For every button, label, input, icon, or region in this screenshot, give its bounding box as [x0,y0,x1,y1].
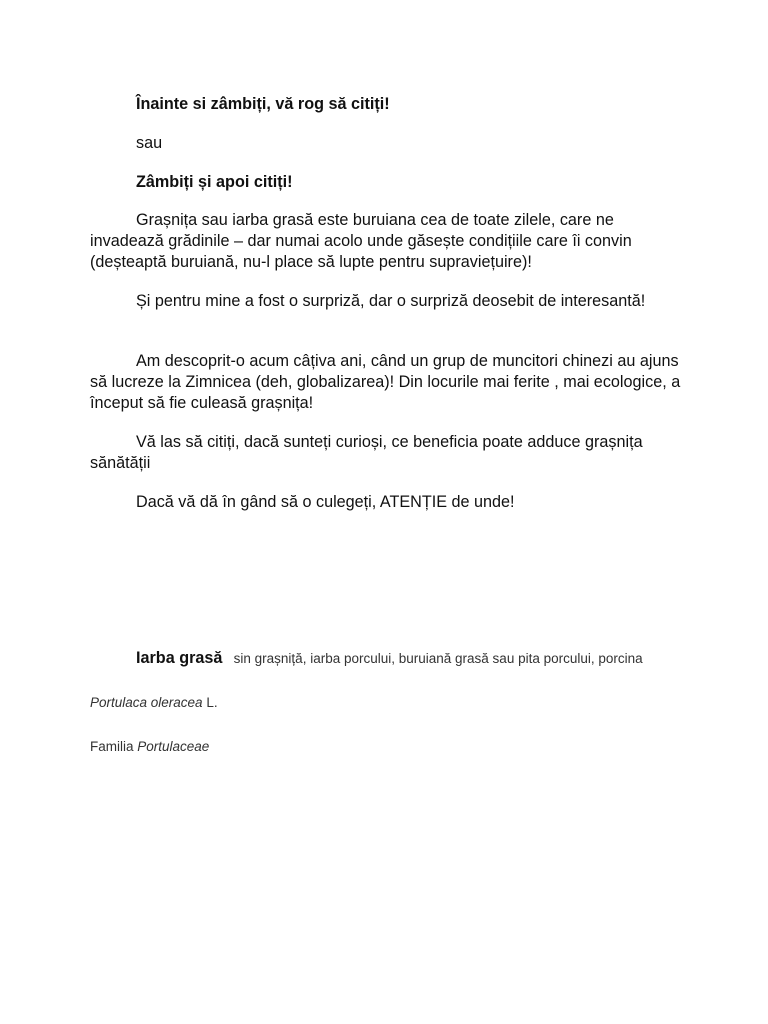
plant-entry [90,648,650,669]
heading-smile-then-read: Zâmbiți și apoi citiți! [136,173,293,191]
paragraph-benefits: Vă las să citiți, dacă sunteți curioși, ce beneficia poate adduce grașnița sănătății [90,433,643,472]
paragraph-intro: Grașnița sau iarba grasă este buruiana cea de toate zilele, care ne invadează grădinile – dar numai acolo unde găsește condițiile care îi convin (deșteaptă buruiană, nu-l place să lupte pentru supraviețuire)! [90,211,632,271]
family-label: Familia [90,739,138,754]
family-line [90,737,690,757]
paragraph-surprise: Și pentru mine a fost o surpriză, dar o surpriză deosebit de interesantă! [136,292,646,310]
connector-text: sau [136,134,163,152]
paragraph-discovery: Am descoprit-o acum câțiva ani, când un grup de muncitori chinezi au ajuns să lucreze la Zimnicea (deh, globalizarea)! Din locurile mai ferite , mai ecologice, a început să fie culeasă grașnița! [90,352,681,412]
paragraph-warning: Dacă vă dă în gând să o culegeți, ATENȚIE de unde! [136,493,515,511]
scientific-name-line [90,693,690,713]
plant-synonyms: sin grașniță, iarba porcului, buruiană grasă sau pita porcului, porcina [233,651,643,666]
scientific-author: L. [202,695,218,710]
plant-common-name: Iarba grasă [136,649,223,667]
family-name: Portulaceae [137,739,210,754]
heading-smile-after-reading: Înainte si zâmbiți, vă rog să citiți! [136,95,390,113]
scientific-name: Portulaca oleracea [90,695,203,710]
